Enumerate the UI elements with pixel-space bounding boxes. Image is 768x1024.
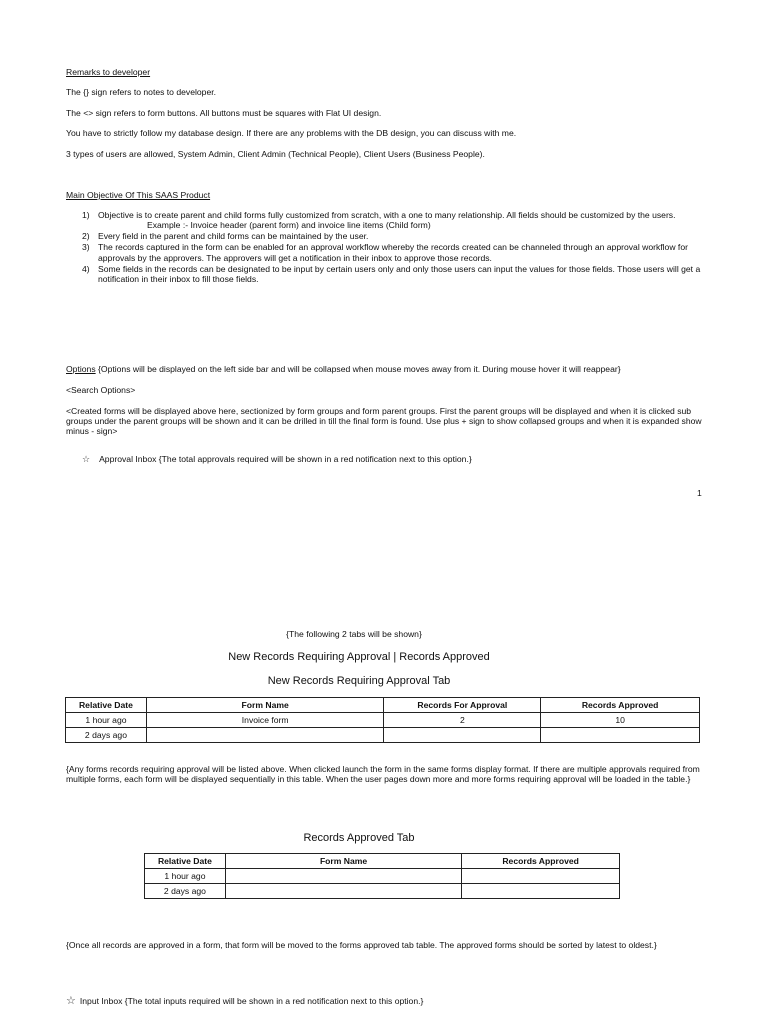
item-text: Objective is to create parent and child forms fully customized from scratch, with a one to many relationship. All fields should be customized by the users. [98,210,676,220]
records-approved-note: {Once all records are approved in a form, that form will be moved to the forms approved tab table. The approved forms should be sorted by latest to oldest.} [66,940,657,950]
column-header: Records For Approval [384,698,541,713]
table-cell: 1 hour ago [66,713,147,728]
objective-heading: Main Objective Of This SAAS Product [66,190,211,200]
table-cell: 2 days ago [145,884,226,899]
column-header: Records Approved [462,854,620,869]
tabs-note: {The following 2 tabs will be shown} [286,629,422,639]
item-text: The records captured in the form can be enabled for an approval workflow whereby the records created can be channeled through an approval workflow for approvals by the approvers. The approvers will get a notification in their inbox to approve those records. [98,242,688,263]
records-approved-title: Records Approved Tab [303,832,415,844]
example-line: Example :- Invoice header (parent form) and invoice line items (Child form) [147,220,431,231]
table-row[interactable] [145,884,620,899]
table-cell [462,884,620,899]
item-text: Some fields in the records can be designated to be input by certain users only and only those users can input the values for those fields. Those users will get a notification in their inbox to fill those fields. [98,263,701,284]
column-header: Relative Date [66,698,147,713]
remarks-line-1: The {} sign refers to notes to developer. [66,87,217,97]
new-records-table [65,697,700,743]
objective-item [82,231,702,241]
approval-inbox-option [82,454,472,465]
created-forms-note: <Created forms will be displayed above here, sectionized by form groups and form parent groups. First the parent groups will be displayed and when it is clicked sub groups under the parent groups will be shown and it can be drilled in till the final form is found. Use plus + sign to show collapsed groups and when it is expanded show minus - sign> [66,406,702,437]
table-cell: 2 days ago [66,728,147,743]
item-number: 3) [82,242,90,253]
column-header: Relative Date [145,854,226,869]
star-icon: ☆ [82,454,91,464]
item-number: 2) [82,231,90,242]
objective-item [82,242,702,262]
objective-item [82,210,702,230]
table-row[interactable] [145,869,620,884]
table-row[interactable] [66,728,700,743]
objective-list [82,210,702,285]
table-cell [541,728,700,743]
item-number: 1) [82,210,90,220]
table-cell [225,884,461,899]
approval-inbox-text: Approval Inbox {The total approvals required will be shown in a red notification next to this option.} [99,454,472,464]
table-cell [462,869,620,884]
options-label: Options [66,364,96,374]
remarks-heading: Remarks to developer [66,67,151,77]
options-line [66,364,702,374]
table-header-row [145,854,620,869]
remarks-line-3: You have to strictly follow my database design. If there are any problems with the DB design, you can discuss with me. [66,128,517,138]
table-cell: 1 hour ago [145,869,226,884]
objective-item [82,264,702,284]
new-records-note: {Any forms records requiring approval will be listed above. When clicked launch the form in the same forms display format. If there are multiple approvals required from multiple forms, each form will be displayed sequentially in this table. When the user pages down more and more forms requiring approval will be loaded in the table.} [66,764,700,785]
remarks-line-2: The <> sign refers to form buttons. All buttons must be squares with Flat UI design. [66,108,382,118]
item-number: 4) [82,263,90,274]
column-header: Form Name [146,698,384,713]
tabs-heading: New Records Requiring Approval | Records Approved [228,651,490,663]
table-header-row [66,698,700,713]
options-note: {Options will be displayed on the left side bar and will be collapsed when mouse moves away from it. During mouse hover it will reappear} [95,364,621,374]
table-cell [384,728,541,743]
remarks-line-4: 3 types of users are allowed, System Admin, Client Admin (Technical People), Client Users (Business People). [66,149,485,159]
page-number: 1 [697,488,702,498]
item-text: Every field in the parent and child forms can be maintained by the user. [98,231,369,242]
search-options: <Search Options> [66,385,136,395]
new-records-title: New Records Requiring Approval Tab [267,675,451,687]
table-cell [146,728,384,743]
column-header: Records Approved [541,698,700,713]
table-cell [225,869,461,884]
input-inbox-option [66,995,423,1008]
table-cell: 2 [384,713,541,728]
records-approved-table [144,853,620,899]
table-cell: 10 [541,713,700,728]
column-header: Form Name [225,854,461,869]
table-cell: Invoice form [146,713,384,728]
star-icon: ☆ [66,995,76,1007]
table-row[interactable] [66,713,700,728]
input-inbox-text: Input Inbox {The total inputs required will be shown in a red notification next to this option.} [79,996,424,1006]
